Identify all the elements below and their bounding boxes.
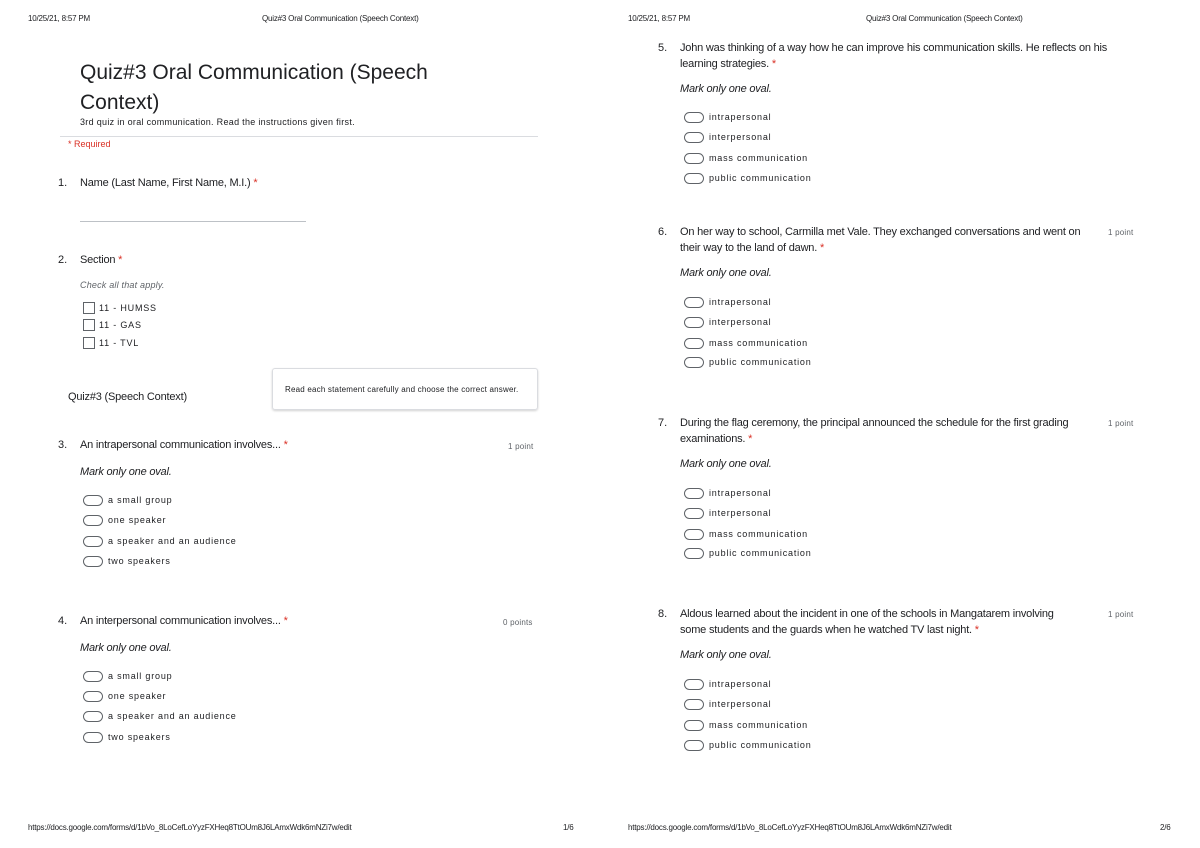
radio-option[interactable]: mass communication bbox=[684, 151, 808, 165]
radio-oval-icon[interactable] bbox=[684, 317, 704, 328]
radio-oval-icon[interactable] bbox=[684, 153, 704, 164]
radio-oval-icon[interactable] bbox=[83, 556, 103, 567]
print-footer-url: https://docs.google.com/forms/d/1bVo_8LoCefLoYyzFXHeq8TtOUm8J6LAmxWdk6mNZi7w/edit bbox=[28, 823, 352, 832]
radio-option[interactable]: interpersonal bbox=[684, 697, 771, 711]
radio-oval-icon[interactable] bbox=[684, 720, 704, 731]
checkbox-icon[interactable] bbox=[83, 302, 95, 314]
radio-option[interactable]: intrapersonal bbox=[684, 110, 771, 124]
title-divider bbox=[60, 136, 538, 137]
points-label: 1 point bbox=[1108, 610, 1134, 619]
radio-option[interactable]: a small group bbox=[83, 669, 172, 683]
radio-oval-icon[interactable] bbox=[684, 357, 704, 368]
radio-option[interactable]: public communication bbox=[684, 171, 812, 185]
radio-option[interactable]: mass communication bbox=[684, 718, 808, 732]
radio-oval-icon[interactable] bbox=[684, 132, 704, 143]
form-title: Quiz#3 Oral Communication (Speech Context) bbox=[80, 61, 428, 114]
radio-oval-icon[interactable] bbox=[684, 548, 704, 559]
radio-oval-icon[interactable] bbox=[684, 488, 704, 499]
question-3-hint: Mark only one oval. bbox=[80, 466, 172, 478]
radio-oval-icon[interactable] bbox=[83, 711, 103, 722]
radio-oval-icon[interactable] bbox=[684, 699, 704, 710]
radio-oval-icon[interactable] bbox=[83, 732, 103, 743]
radio-oval-icon[interactable] bbox=[684, 297, 704, 308]
radio-option[interactable]: a speaker and an audience bbox=[83, 709, 237, 723]
radio-option[interactable]: intrapersonal bbox=[684, 295, 771, 309]
page-2 bbox=[600, 0, 1200, 848]
question-4-text: An interpersonal communication involves... * bbox=[80, 615, 288, 627]
question-7-hint: Mark only one oval. bbox=[680, 458, 772, 470]
question-4-hint: Mark only one oval. bbox=[80, 642, 172, 654]
radio-oval-icon[interactable] bbox=[83, 515, 103, 526]
checkbox-option[interactable]: 11 - HUMSS bbox=[83, 301, 157, 315]
question-7-text: During the flag ceremony, the principal announced the schedule for the first grading examinations. * bbox=[680, 417, 1069, 445]
radio-option[interactable]: intrapersonal bbox=[684, 486, 771, 500]
radio-option[interactable]: mass communication bbox=[684, 336, 808, 350]
question-3-text: An intrapersonal communication involves... * bbox=[80, 439, 288, 451]
radio-option[interactable]: a speaker and an audience bbox=[83, 534, 237, 548]
name-answer-field[interactable] bbox=[80, 221, 306, 222]
question-6-text: On her way to school, Carmilla met Vale. They exchanged conversations and went on their way to the land of dawn. * bbox=[680, 226, 1081, 254]
radio-oval-icon[interactable] bbox=[684, 338, 704, 349]
section-description: Read each statement carefully and choose the correct answer. bbox=[285, 385, 519, 394]
question-number: 2. bbox=[58, 254, 68, 266]
print-footer-url: https://docs.google.com/forms/d/1bVo_8LoCefLoYyzFXHeq8TtOUm8J6LAmxWdk6mNZi7w/edit bbox=[628, 823, 952, 832]
section-description-card bbox=[272, 368, 538, 410]
radio-option[interactable]: public communication bbox=[684, 738, 812, 752]
checkbox-icon[interactable] bbox=[83, 319, 95, 331]
radio-oval-icon[interactable] bbox=[684, 112, 704, 123]
radio-oval-icon[interactable] bbox=[684, 679, 704, 690]
points-label: 1 point bbox=[508, 442, 534, 451]
checkbox-icon[interactable] bbox=[83, 337, 95, 349]
checkbox-option[interactable]: 11 - GAS bbox=[83, 318, 142, 332]
question-1-text: Name (Last Name, First Name, M.I.) * bbox=[80, 177, 258, 189]
question-5-hint: Mark only one oval. bbox=[680, 83, 772, 95]
question-number: 6. bbox=[658, 226, 668, 238]
radio-option[interactable]: interpersonal bbox=[684, 506, 771, 520]
radio-option[interactable]: interpersonal bbox=[684, 315, 771, 329]
radio-oval-icon[interactable] bbox=[83, 691, 103, 702]
radio-option[interactable]: public communication bbox=[684, 546, 812, 560]
radio-oval-icon[interactable] bbox=[83, 671, 103, 682]
points-label: 1 point bbox=[1108, 419, 1134, 428]
question-number: 4. bbox=[58, 615, 68, 627]
question-5-text: John was thinking of a way how he can improve his communication skills. He reflects on his learning strategies. * bbox=[680, 42, 1108, 70]
print-header-title: Quiz#3 Oral Communication (Speech Context) bbox=[866, 14, 1023, 23]
radio-option[interactable]: interpersonal bbox=[684, 130, 771, 144]
question-number: 8. bbox=[658, 608, 668, 620]
question-2-hint: Check all that apply. bbox=[80, 280, 165, 290]
question-8-hint: Mark only one oval. bbox=[680, 649, 772, 661]
radio-oval-icon[interactable] bbox=[684, 529, 704, 540]
question-2-text: Section * bbox=[80, 254, 123, 266]
radio-oval-icon[interactable] bbox=[684, 508, 704, 519]
required-note: * Required bbox=[68, 139, 111, 149]
radio-option[interactable]: two speakers bbox=[83, 730, 171, 744]
print-footer-page: 2/6 bbox=[1160, 823, 1171, 832]
print-header-title: Quiz#3 Oral Communication (Speech Context) bbox=[262, 14, 419, 23]
points-label: 0 points bbox=[503, 618, 533, 627]
question-6-hint: Mark only one oval. bbox=[680, 267, 772, 279]
radio-option[interactable]: one speaker bbox=[83, 513, 166, 527]
question-number: 1. bbox=[58, 177, 68, 189]
print-header-datetime: 10/25/21, 8:57 PM bbox=[28, 14, 90, 23]
radio-option[interactable]: a small group bbox=[83, 493, 172, 507]
radio-oval-icon[interactable] bbox=[83, 495, 103, 506]
radio-oval-icon[interactable] bbox=[83, 536, 103, 547]
question-number: 5. bbox=[658, 42, 668, 54]
section-title: Quiz#3 (Speech Context) bbox=[68, 391, 187, 403]
print-header-datetime: 10/25/21, 8:57 PM bbox=[628, 14, 690, 23]
radio-option[interactable]: public communication bbox=[684, 355, 812, 369]
radio-option[interactable]: two speakers bbox=[83, 554, 171, 568]
radio-oval-icon[interactable] bbox=[684, 173, 704, 184]
form-description: 3rd quiz in oral communication. Read the instructions given first. bbox=[80, 117, 355, 127]
question-number: 7. bbox=[658, 417, 668, 429]
question-number: 3. bbox=[58, 439, 68, 451]
points-label: 1 point bbox=[1108, 228, 1134, 237]
checkbox-option[interactable]: 11 - TVL bbox=[83, 336, 139, 350]
print-footer-page: 1/6 bbox=[563, 823, 574, 832]
radio-option[interactable]: intrapersonal bbox=[684, 677, 771, 691]
radio-option[interactable]: mass communication bbox=[684, 527, 808, 541]
radio-option[interactable]: one speaker bbox=[83, 689, 166, 703]
question-8-text: Aldous learned about the incident in one of the schools in Mangatarem involving some students and the guards when he watched TV last night. * bbox=[680, 608, 1054, 636]
radio-oval-icon[interactable] bbox=[684, 740, 704, 751]
